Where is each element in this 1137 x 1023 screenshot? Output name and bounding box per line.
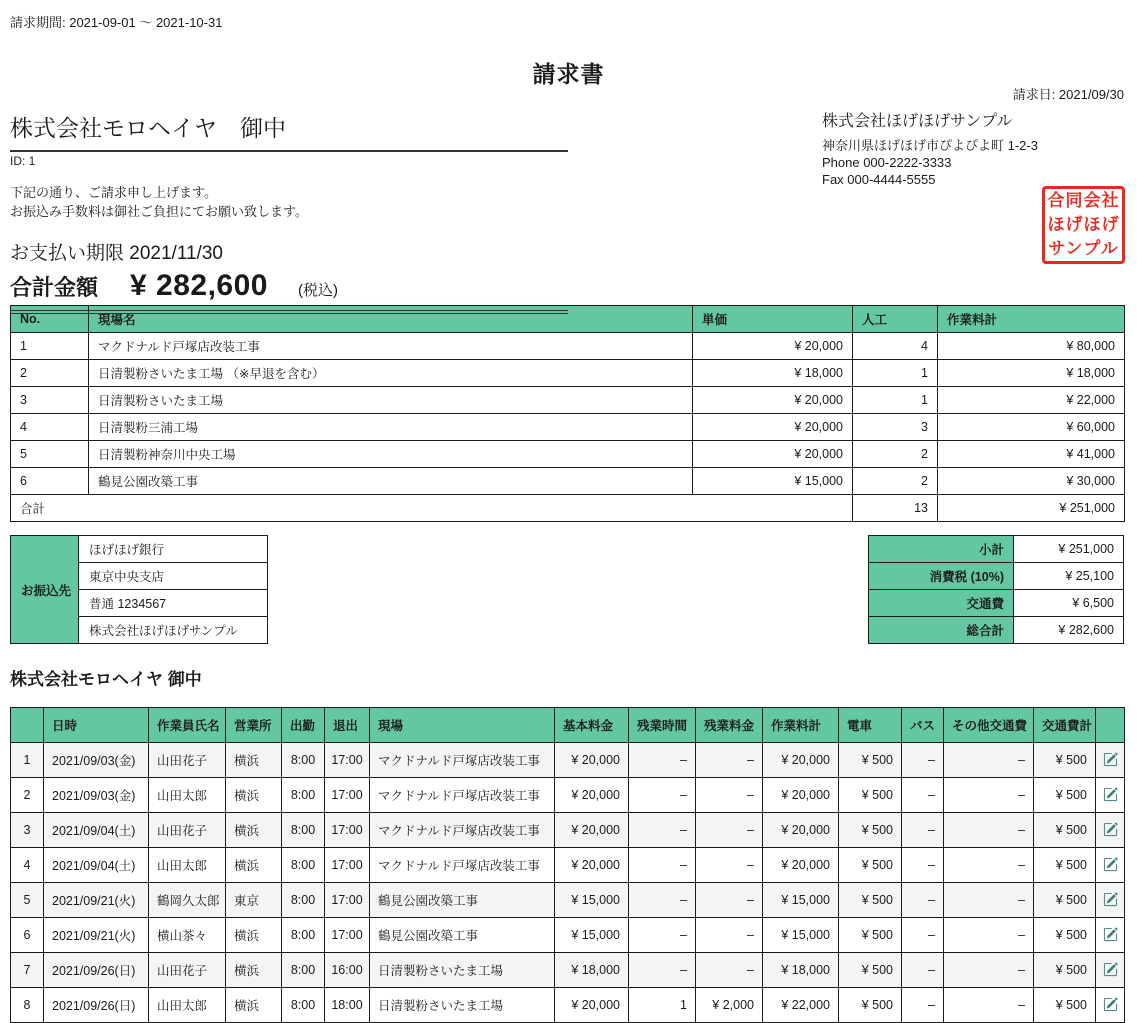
- date: 2021/09/04(土): [44, 848, 149, 883]
- column-header: No.: [11, 306, 89, 333]
- work-total: ¥ 15,000: [763, 918, 839, 953]
- units: 2: [853, 468, 938, 495]
- train-fare: ¥ 500: [839, 988, 902, 1023]
- edit-cell: [1096, 778, 1125, 813]
- unit-price: ¥ 20,000: [693, 333, 853, 360]
- row-number: 5: [11, 441, 89, 468]
- column-header: 現場名: [89, 306, 693, 333]
- page-title: 請求書: [532, 61, 605, 87]
- table-row: [11, 988, 1125, 1023]
- table-row: [869, 617, 1124, 644]
- billing-period: 請求期間: 2021-09-01 ～ 2021-10-31: [10, 15, 223, 30]
- overtime-fee: –: [696, 848, 763, 883]
- column-header: 基本料金: [555, 708, 629, 743]
- table-row: [11, 360, 1125, 387]
- row-number: 1: [11, 333, 89, 360]
- clock-in-time: 8:00: [282, 848, 325, 883]
- clock-out-time: 17:00: [325, 883, 370, 918]
- site-name: 日清製粉さいたま工場: [370, 953, 555, 988]
- transport-total: ¥ 500: [1034, 883, 1096, 918]
- edit-row-button[interactable]: [1101, 855, 1120, 874]
- table-row: [11, 813, 1125, 848]
- other-transport-fee: –: [944, 918, 1034, 953]
- clock-in-time: 8:00: [282, 988, 325, 1023]
- other-transport-fee: –: [944, 778, 1034, 813]
- table-row: [869, 536, 1124, 563]
- column-header: [11, 708, 44, 743]
- unit-price: ¥ 18,000: [693, 360, 853, 387]
- overtime-fee: –: [696, 883, 763, 918]
- clock-in-time: 8:00: [282, 883, 325, 918]
- date: 2021/09/03(金): [44, 743, 149, 778]
- edit-icon: [1103, 752, 1118, 767]
- site-name: マクドナルド戸塚店改装工事: [89, 333, 693, 360]
- clock-out-time: 17:00: [325, 918, 370, 953]
- other-transport-fee: –: [944, 848, 1034, 883]
- units: 1: [853, 387, 938, 414]
- date: 2021/09/21(火): [44, 883, 149, 918]
- column-header: 単価: [693, 306, 853, 333]
- column-header: 現場: [370, 708, 555, 743]
- clock-out-time: 16:00: [325, 953, 370, 988]
- row-number: 7: [11, 953, 44, 988]
- work-total: ¥ 41,000: [938, 441, 1125, 468]
- overtime-hours: –: [629, 813, 696, 848]
- sites-summary-table: [10, 305, 1125, 522]
- site-name: 日清製粉さいたま工場: [89, 387, 693, 414]
- total-label: 合計金額: [10, 275, 99, 300]
- edit-row-button[interactable]: [1101, 785, 1120, 804]
- summary-label: 消費税 (10%): [869, 563, 1014, 590]
- other-transport-fee: –: [944, 743, 1034, 778]
- unit-price: ¥ 15,000: [693, 468, 853, 495]
- bus-fare: –: [902, 743, 944, 778]
- office: 横浜: [226, 953, 282, 988]
- units: 2: [853, 441, 938, 468]
- summary-value: ¥ 282,600: [1014, 617, 1124, 644]
- table-row: [11, 883, 1125, 918]
- overtime-fee: –: [696, 778, 763, 813]
- edit-icon: [1103, 787, 1118, 802]
- worker-name: 鶴岡久太郎: [149, 883, 226, 918]
- work-total: ¥ 30,000: [938, 468, 1125, 495]
- train-fare: ¥ 500: [839, 778, 902, 813]
- site-name: 日清製粉さいたま工場 （※早退を含む）: [89, 360, 693, 387]
- transport-total: ¥ 500: [1034, 848, 1096, 883]
- clock-out-time: 17:00: [325, 778, 370, 813]
- base-fee: ¥ 20,000: [555, 848, 629, 883]
- total-amount-line: [10, 269, 568, 314]
- site-name: 鶴見公園改築工事: [370, 918, 555, 953]
- worker-name: 山田花子: [149, 953, 226, 988]
- clock-in-time: 8:00: [282, 918, 325, 953]
- payment-due: お支払い期限 2021/11/30: [10, 243, 223, 264]
- worker-name: 山田花子: [149, 813, 226, 848]
- row-number: 4: [11, 414, 89, 441]
- worker-name: 山田太郎: [149, 848, 226, 883]
- units: 1: [853, 360, 938, 387]
- site-name: 日清製粉神奈川中央工場: [89, 441, 693, 468]
- overtime-hours: –: [629, 883, 696, 918]
- office: 横浜: [226, 813, 282, 848]
- overtime-hours: –: [629, 848, 696, 883]
- column-header: 退出: [325, 708, 370, 743]
- table-row: [11, 468, 1125, 495]
- bus-fare: –: [902, 778, 944, 813]
- unit-price: ¥ 20,000: [693, 441, 853, 468]
- work-total: ¥ 20,000: [763, 813, 839, 848]
- issuer-address: 神奈川県ほげほげ市ぴよぴよ町 1-2-3: [822, 138, 1038, 153]
- train-fare: ¥ 500: [839, 743, 902, 778]
- edit-row-button[interactable]: [1101, 890, 1120, 909]
- unit-price: ¥ 20,000: [693, 387, 853, 414]
- clock-out-time: 17:00: [325, 743, 370, 778]
- issuer-name: 株式会社ほげほげサンプル: [822, 113, 1013, 130]
- edit-cell: [1096, 953, 1125, 988]
- column-header: その他交通費: [944, 708, 1034, 743]
- office: 横浜: [226, 988, 282, 1023]
- work-total: ¥ 20,000: [763, 848, 839, 883]
- table-row: [11, 848, 1125, 883]
- column-header: 作業料計: [763, 708, 839, 743]
- summary-value: ¥ 6,500: [1014, 590, 1124, 617]
- sites-total-units: 13: [853, 495, 938, 522]
- column-header: 作業料計: [938, 306, 1125, 333]
- row-number: 8: [11, 988, 44, 1023]
- bus-fare: –: [902, 918, 944, 953]
- issuer-fax: Fax 000-4444-5555: [822, 172, 936, 187]
- work-total: ¥ 60,000: [938, 414, 1125, 441]
- bank-detail-value: ほげほげ銀行: [79, 536, 268, 563]
- transport-total: ¥ 500: [1034, 953, 1096, 988]
- bus-fare: –: [902, 988, 944, 1023]
- work-total: ¥ 18,000: [938, 360, 1125, 387]
- edit-cell: [1096, 743, 1125, 778]
- edit-row-button[interactable]: [1101, 750, 1120, 769]
- units: 4: [853, 333, 938, 360]
- row-number: 1: [11, 743, 44, 778]
- fee-note-line: お振込み手数料は御社ご負担にてお願い致します。: [10, 204, 308, 219]
- edit-icon: [1103, 997, 1118, 1012]
- column-header: 作業員氏名: [149, 708, 226, 743]
- date: 2021/09/26(日): [44, 953, 149, 988]
- date: 2021/09/26(日): [44, 988, 149, 1023]
- unit-price: ¥ 20,000: [693, 414, 853, 441]
- overtime-fee: –: [696, 813, 763, 848]
- edit-cell: [1096, 848, 1125, 883]
- train-fare: ¥ 500: [839, 883, 902, 918]
- edit-row-button[interactable]: [1101, 820, 1120, 839]
- base-fee: ¥ 20,000: [555, 743, 629, 778]
- table-row: [11, 953, 1125, 988]
- summary-label: 総合計: [869, 617, 1014, 644]
- bus-fare: –: [902, 883, 944, 918]
- clock-out-time: 17:00: [325, 848, 370, 883]
- column-header: 日時: [44, 708, 149, 743]
- client-name: 株式会社モロヘイヤ 御中: [10, 110, 568, 152]
- site-name: マクドナルド戸塚店改装工事: [370, 848, 555, 883]
- clock-out-time: 17:00: [325, 813, 370, 848]
- work-total: ¥ 22,000: [938, 387, 1125, 414]
- base-fee: ¥ 15,000: [555, 883, 629, 918]
- base-fee: ¥ 15,000: [555, 918, 629, 953]
- site-name: マクドナルド戸塚店改装工事: [370, 743, 555, 778]
- edit-cell: [1096, 988, 1125, 1023]
- bank-detail-value: 株式会社ほげほげサンプル: [79, 617, 268, 644]
- greeting-line: 下記の通り、ご請求申し上げます。: [10, 185, 217, 200]
- clock-in-time: 8:00: [282, 813, 325, 848]
- table-row: [11, 333, 1125, 360]
- clock-in-time: 8:00: [282, 953, 325, 988]
- clock-in-time: 8:00: [282, 778, 325, 813]
- row-number: 2: [11, 778, 44, 813]
- edit-icon: [1103, 822, 1118, 837]
- work-total: ¥ 20,000: [763, 743, 839, 778]
- column-header: 営業所: [226, 708, 282, 743]
- sites-total-amount: ¥ 251,000: [938, 495, 1125, 522]
- table-row: [11, 536, 268, 563]
- table-row: [11, 414, 1125, 441]
- work-total: ¥ 18,000: [763, 953, 839, 988]
- base-fee: ¥ 18,000: [555, 953, 629, 988]
- work-total: ¥ 22,000: [763, 988, 839, 1023]
- work-detail-table: [10, 707, 1125, 1023]
- summary-value: ¥ 251,000: [1014, 536, 1124, 563]
- invoice-date: 請求日: 2021/09/30: [1012, 87, 1124, 102]
- edit-icon: [1103, 892, 1118, 907]
- row-number: 6: [11, 468, 89, 495]
- other-transport-fee: –: [944, 988, 1034, 1023]
- table-row: [869, 590, 1124, 617]
- work-total: ¥ 15,000: [763, 883, 839, 918]
- site-name: マクドナルド戸塚店改装工事: [370, 778, 555, 813]
- transport-total: ¥ 500: [1034, 743, 1096, 778]
- base-fee: ¥ 20,000: [555, 988, 629, 1023]
- overtime-hours: 1: [629, 988, 696, 1023]
- tax-included-note: (税込): [297, 282, 338, 299]
- row-number: 2: [11, 360, 89, 387]
- bus-fare: –: [902, 813, 944, 848]
- table-row: [11, 743, 1125, 778]
- company-seal-stamp: [1042, 186, 1125, 264]
- office: 東京: [226, 883, 282, 918]
- greeting-notes: [10, 183, 568, 221]
- row-number: 6: [11, 918, 44, 953]
- transport-total: ¥ 500: [1034, 778, 1096, 813]
- table-row: [869, 563, 1124, 590]
- train-fare: ¥ 500: [839, 918, 902, 953]
- bank-and-summary-section: [10, 535, 1124, 644]
- date: 2021/09/21(火): [44, 918, 149, 953]
- clock-out-time: 18:00: [325, 988, 370, 1023]
- invoice-header: [0, 0, 1137, 305]
- stamp-line: ほげほげ: [1047, 215, 1120, 234]
- sites-total-row: [11, 495, 1125, 522]
- summary-label: 小計: [869, 536, 1014, 563]
- bus-fare: –: [902, 848, 944, 883]
- clock-in-time: 8:00: [282, 743, 325, 778]
- overtime-hours: –: [629, 953, 696, 988]
- table-row: [11, 387, 1125, 414]
- worker-name: 山田太郎: [149, 778, 226, 813]
- overtime-hours: –: [629, 778, 696, 813]
- summary-value: ¥ 25,100: [1014, 563, 1124, 590]
- summary-label: 交通費: [869, 590, 1014, 617]
- edit-cell: [1096, 918, 1125, 953]
- other-transport-fee: –: [944, 813, 1034, 848]
- site-name: 日清製粉さいたま工場: [370, 988, 555, 1023]
- bus-fare: –: [902, 953, 944, 988]
- column-header: 残業時間: [629, 708, 696, 743]
- totals-summary-table: [868, 535, 1124, 644]
- edit-icon: [1103, 962, 1118, 977]
- site-name: 鶴見公園改築工事: [370, 883, 555, 918]
- detail-section-heading: 株式会社モロヘイヤ 御中: [10, 670, 202, 689]
- column-header: 電車: [839, 708, 902, 743]
- worker-name: 山田太郎: [149, 988, 226, 1023]
- table-row: [11, 441, 1125, 468]
- issuer-phone: Phone 000-2222-3333: [822, 155, 952, 170]
- office: 横浜: [226, 778, 282, 813]
- column-header: バス: [902, 708, 944, 743]
- bank-transfer-label: お振込先: [11, 536, 79, 644]
- overtime-fee: –: [696, 953, 763, 988]
- overtime-hours: –: [629, 918, 696, 953]
- sites-total-label: 合計: [11, 495, 853, 522]
- overtime-fee: –: [696, 743, 763, 778]
- worker-name: 横山茶々: [149, 918, 226, 953]
- other-transport-fee: –: [944, 953, 1034, 988]
- column-header: 出勤: [282, 708, 325, 743]
- stamp-line: サンプル: [1048, 239, 1119, 258]
- overtime-fee: –: [696, 918, 763, 953]
- edit-cell: [1096, 883, 1125, 918]
- date: 2021/09/03(金): [44, 778, 149, 813]
- row-number: 3: [11, 813, 44, 848]
- row-number: 3: [11, 387, 89, 414]
- column-header: 人工: [853, 306, 938, 333]
- office: 横浜: [226, 848, 282, 883]
- work-total: ¥ 80,000: [938, 333, 1125, 360]
- train-fare: ¥ 500: [839, 848, 902, 883]
- bank-transfer-table: [10, 535, 268, 644]
- edit-icon: [1103, 857, 1118, 872]
- bank-detail-value: 普通 1234567: [79, 590, 268, 617]
- column-header: 残業料金: [696, 708, 763, 743]
- work-total: ¥ 20,000: [763, 778, 839, 813]
- column-header: [1096, 708, 1125, 743]
- edit-row-button[interactable]: [1101, 925, 1120, 944]
- office: 横浜: [226, 743, 282, 778]
- other-transport-fee: –: [944, 883, 1034, 918]
- column-header: 交通費計: [1034, 708, 1096, 743]
- date: 2021/09/04(土): [44, 813, 149, 848]
- transport-total: ¥ 500: [1034, 813, 1096, 848]
- row-number: 5: [11, 883, 44, 918]
- site-name: マクドナルド戸塚店改装工事: [370, 813, 555, 848]
- detail-header-row: [11, 708, 1125, 743]
- issuer-block: [822, 108, 1038, 188]
- stamp-line: 合同会社: [1047, 191, 1120, 210]
- train-fare: ¥ 500: [839, 953, 902, 988]
- table-row: [11, 778, 1125, 813]
- overtime-fee: ¥ 2,000: [696, 988, 763, 1023]
- edit-cell: [1096, 813, 1125, 848]
- base-fee: ¥ 20,000: [555, 778, 629, 813]
- worker-name: 山田花子: [149, 743, 226, 778]
- overtime-hours: –: [629, 743, 696, 778]
- edit-row-button[interactable]: [1101, 995, 1120, 1014]
- edit-icon: [1103, 927, 1118, 942]
- client-block: [10, 110, 568, 314]
- site-name: 日清製粉三浦工場: [89, 414, 693, 441]
- table-row: [11, 918, 1125, 953]
- client-id: ID: 1: [10, 154, 36, 168]
- transport-total: ¥ 500: [1034, 988, 1096, 1023]
- units: 3: [853, 414, 938, 441]
- train-fare: ¥ 500: [839, 813, 902, 848]
- edit-row-button[interactable]: [1101, 960, 1120, 979]
- transport-total: ¥ 500: [1034, 918, 1096, 953]
- office: 横浜: [226, 918, 282, 953]
- site-name: 鶴見公園改築工事: [89, 468, 693, 495]
- total-amount: ¥ 282,600: [130, 269, 268, 302]
- base-fee: ¥ 20,000: [555, 813, 629, 848]
- row-number: 4: [11, 848, 44, 883]
- bank-detail-value: 東京中央支店: [79, 563, 268, 590]
